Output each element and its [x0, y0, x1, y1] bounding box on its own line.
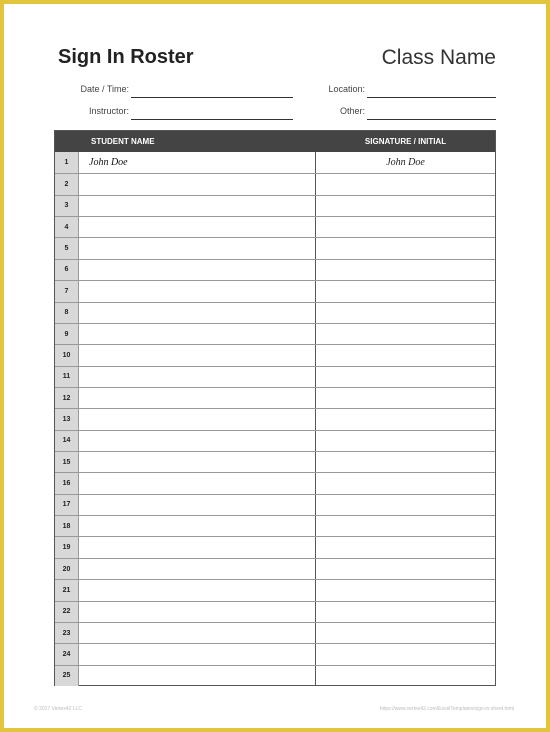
other-label: Other: — [339, 106, 365, 116]
signature-cell[interactable] — [316, 238, 495, 258]
signature-cell[interactable] — [316, 345, 495, 365]
table-row — [55, 451, 495, 472]
signature-cell[interactable] — [316, 409, 495, 429]
table-row — [55, 536, 495, 557]
signature-cell[interactable] — [316, 537, 495, 557]
signature-cell[interactable] — [316, 431, 495, 451]
student-name-cell[interactable] — [79, 495, 316, 515]
student-name-cell[interactable] — [79, 580, 316, 600]
page-title: Sign In Roster — [58, 46, 194, 68]
table-row — [55, 430, 495, 451]
row-number: 1 — [55, 152, 79, 173]
student-name-cell[interactable]: John Doe — [79, 152, 316, 173]
student-name-cell[interactable] — [79, 238, 316, 258]
row-number: 2 — [55, 174, 79, 194]
row-number: 9 — [55, 324, 79, 344]
student-name-cell[interactable] — [79, 260, 316, 280]
signature-cell[interactable] — [316, 602, 495, 622]
table-row — [55, 173, 495, 194]
signature-cell[interactable] — [316, 196, 495, 216]
row-number: 7 — [55, 281, 79, 301]
signature-cell[interactable] — [316, 495, 495, 515]
table-row — [55, 622, 495, 643]
row-number: 19 — [55, 537, 79, 557]
row-number: 6 — [55, 260, 79, 280]
student-name-cell[interactable] — [79, 345, 316, 365]
row-number: 5 — [55, 238, 79, 258]
table-row — [55, 515, 495, 536]
table-row — [55, 259, 495, 280]
signature-cell[interactable] — [316, 666, 495, 686]
signature-cell[interactable] — [316, 281, 495, 301]
row-number: 20 — [55, 559, 79, 579]
table-row — [55, 366, 495, 387]
location-field[interactable] — [328, 82, 496, 98]
footer-url: https://www.vertex42.com/ExcelTemplates/sign-in-sheet.html — [379, 706, 514, 712]
student-name-cell[interactable] — [79, 303, 316, 323]
row-number: 16 — [55, 473, 79, 493]
signature-cell[interactable] — [316, 388, 495, 408]
table-row — [55, 472, 495, 493]
instructor-field[interactable] — [88, 104, 293, 120]
signature-cell[interactable] — [316, 260, 495, 280]
signature-cell[interactable] — [316, 580, 495, 600]
table-row — [55, 216, 495, 237]
signature-cell[interactable] — [316, 217, 495, 237]
roster-rows — [55, 152, 495, 686]
row-number: 11 — [55, 367, 79, 387]
table-row — [55, 280, 495, 301]
table-row — [55, 558, 495, 579]
student-name-cell[interactable] — [79, 431, 316, 451]
student-name-cell[interactable] — [79, 559, 316, 579]
row-number: 14 — [55, 431, 79, 451]
table-row — [55, 302, 495, 323]
signature-cell[interactable] — [316, 367, 495, 387]
roster-table — [54, 130, 496, 686]
date-time-line — [131, 97, 293, 98]
instructor-label: Instructor: — [88, 106, 129, 116]
date-time-label: Date / Time: — [80, 84, 129, 94]
student-name-cell[interactable] — [79, 281, 316, 301]
table-row — [55, 237, 495, 258]
roster-sheet — [4, 4, 546, 728]
table-row — [55, 344, 495, 365]
signature-cell[interactable] — [316, 516, 495, 536]
row-number: 15 — [55, 452, 79, 472]
table-row — [55, 387, 495, 408]
student-name-cell[interactable] — [79, 452, 316, 472]
row-number: 13 — [55, 409, 79, 429]
student-name-cell[interactable] — [79, 174, 316, 194]
signature-cell[interactable] — [316, 559, 495, 579]
student-name-cell[interactable] — [79, 537, 316, 557]
row-number: 23 — [55, 623, 79, 643]
instructor-line — [131, 119, 293, 120]
signature-cell[interactable] — [316, 623, 495, 643]
student-name-cell[interactable] — [79, 516, 316, 536]
table-row — [55, 323, 495, 344]
row-number: 22 — [55, 602, 79, 622]
student-name-cell[interactable] — [79, 666, 316, 686]
other-field[interactable] — [339, 104, 496, 120]
class-name: Class Name — [381, 46, 496, 69]
table-row — [55, 152, 495, 173]
table-row — [55, 665, 495, 686]
table-row — [55, 579, 495, 600]
row-number: 3 — [55, 196, 79, 216]
student-name-cell[interactable] — [79, 196, 316, 216]
location-label: Location: — [328, 84, 365, 94]
signature-cell[interactable] — [316, 473, 495, 493]
signature-cell[interactable] — [316, 324, 495, 344]
table-row — [55, 601, 495, 622]
table-row — [55, 195, 495, 216]
row-number: 18 — [55, 516, 79, 536]
header-student-name: STUDENT NAME — [91, 137, 155, 146]
table-row — [55, 643, 495, 664]
row-number: 10 — [55, 345, 79, 365]
row-number: 25 — [55, 666, 79, 686]
row-number: 8 — [55, 303, 79, 323]
footer-copyright: © 2017 Vertex42 LLC — [34, 706, 82, 712]
row-number: 4 — [55, 217, 79, 237]
student-name-cell[interactable] — [79, 409, 316, 429]
row-number: 17 — [55, 495, 79, 515]
other-line — [367, 119, 496, 120]
table-row — [55, 494, 495, 515]
header-signature: SIGNATURE / INITIAL — [364, 137, 447, 146]
table-row — [55, 408, 495, 429]
student-name-cell[interactable] — [79, 217, 316, 237]
row-number: 24 — [55, 644, 79, 664]
row-number: 12 — [55, 388, 79, 408]
location-line — [367, 97, 496, 98]
student-name-cell[interactable] — [79, 324, 316, 344]
student-name-cell[interactable] — [79, 367, 316, 387]
signature-cell[interactable] — [316, 303, 495, 323]
signature-cell[interactable]: John Doe — [386, 157, 425, 169]
signature-cell[interactable] — [316, 452, 495, 472]
roster-header — [55, 131, 495, 152]
date-time-field[interactable] — [80, 82, 293, 98]
student-name-cell[interactable] — [79, 388, 316, 408]
signature-cell[interactable] — [316, 174, 495, 194]
student-name-cell[interactable] — [79, 623, 316, 643]
signature-cell[interactable] — [316, 644, 495, 664]
student-name-cell[interactable] — [79, 602, 316, 622]
student-name-cell[interactable] — [79, 473, 316, 493]
student-name-cell[interactable] — [79, 644, 316, 664]
row-number: 21 — [55, 580, 79, 600]
